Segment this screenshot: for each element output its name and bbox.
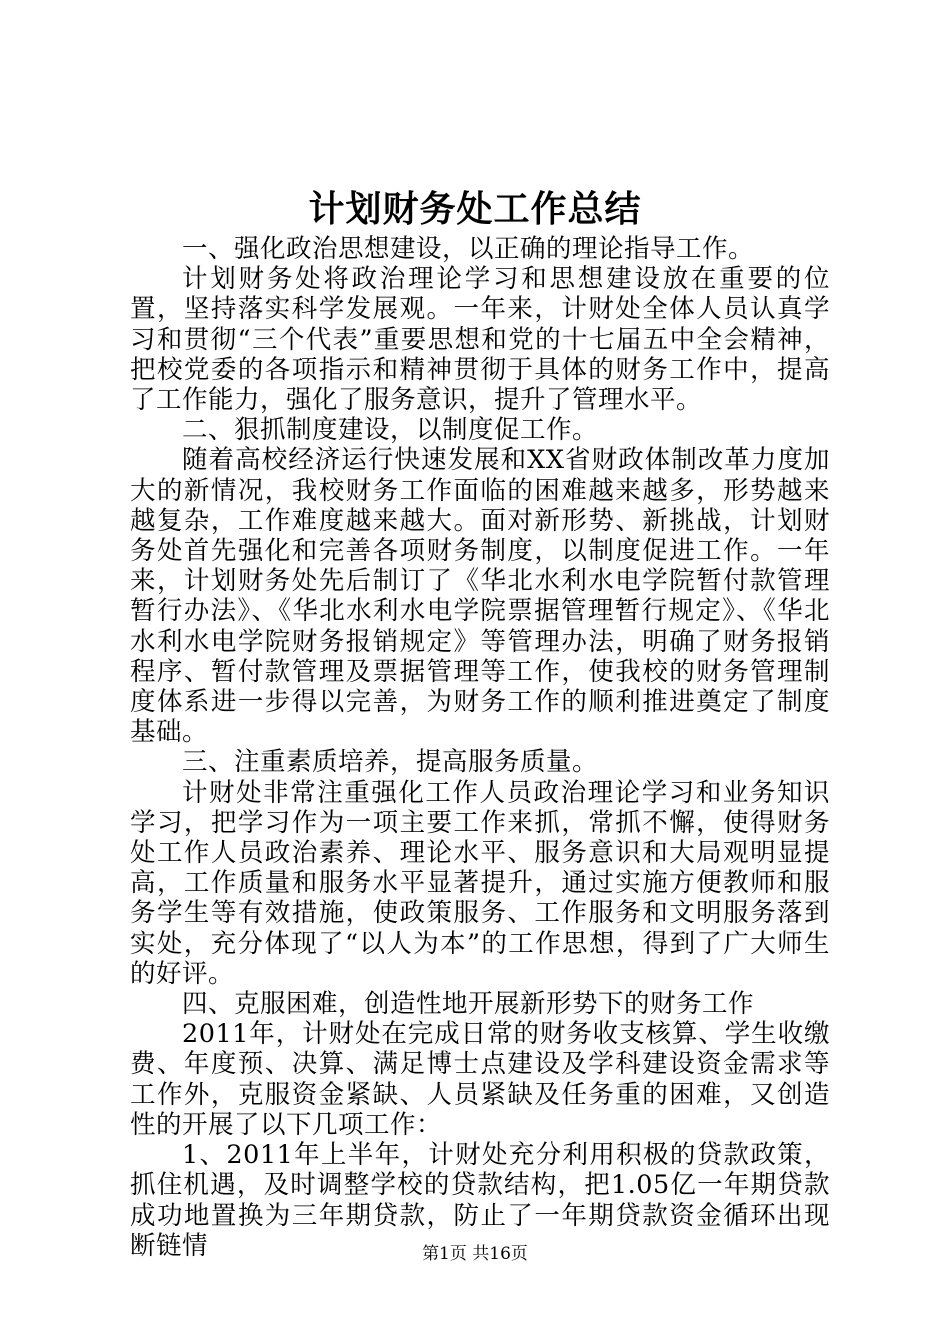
paragraph-1: 计划财务处将政治理论学习和思想建设放在重要的位置，坚持落实科学发展观。一年来，计财处全体人员认真学习和贯彻“三个代表”重要思想和党的十七届五中全会精神，把校党委的各项指示和精神贯彻于具体的财务工作中，提高了工作能力，强化了服务意识，提升了管理水平。 xyxy=(130,264,830,416)
paragraph-2: 随着高校经济运行快速发展和XX省财政体制改革力度加大的新情况，我校财务工作面临的困难越来越多，形势越来越复杂，工作难度越来越大。面对新形势、新挑战，计划财务处首先强化和完善各项财务制度，以制度促进工作。一年来，计划财务处先后制订了《华北水利水电学院暂付款管理暂行办法》、《华北水利水电学院票据管理暂行规定》、《华北水利水电学院财务报销规定》等管理办法，明确了财务报销程序、暂付款管理及票据管理等工作，使我校的财务管理制度体系进一步得以完善，为财务工作的顺利推进奠定了制度基础。 xyxy=(130,445,830,748)
section-heading-2: 二、狠抓制度建设，以制度促工作。 xyxy=(182,415,599,446)
section-heading-3: 三、注重素质培养，提高服务质量。 xyxy=(182,747,599,778)
section-heading-1: 一、强化政治思想建设，以正确的理论指导工作。 xyxy=(182,234,755,264)
page-footer: 第1页 共16页 xyxy=(422,1244,528,1264)
document-title: 计划财务处工作总结 xyxy=(308,188,642,230)
paragraph-3: 计财处非常注重强化工作人员政治理论学习和业务知识学习，把学习作为一项主要工作来抓，常抓不懈，使得财务处工作人员政治素养、理论水平、服务意识和大局观明显提高，工作质量和服务水平显著提升，通过实施方便教师和服务学生等有效措施，使政策服务、工作服务和文明服务落到实处，充分体现了“以人为本”的工作思想，得到了广大师生的好评。 xyxy=(130,777,830,989)
section-heading-4: 四、克服困难，创造性地开展新形势下的财务工作 xyxy=(182,989,755,1020)
paragraph-5: 1、2011年上半年，计财处充分利用积极的贷款政策，抓住机遇，及时调整学校的贷款结构，把1.05亿一年期贷款成功地置换为三年期贷款，防止了一年期贷款资金循环出现断链情 xyxy=(130,1140,830,1261)
paragraph-4: 2011年，计财处在完成日常的财务收支核算、学生收缴费、年度预、决算、满足博士点建设及学科建设资金需求等工作外，克服资金紧缺、人员紧缺及任务重的困难，又创造性的开展了以下几项工作： xyxy=(130,1019,830,1140)
document-body xyxy=(130,234,830,1261)
